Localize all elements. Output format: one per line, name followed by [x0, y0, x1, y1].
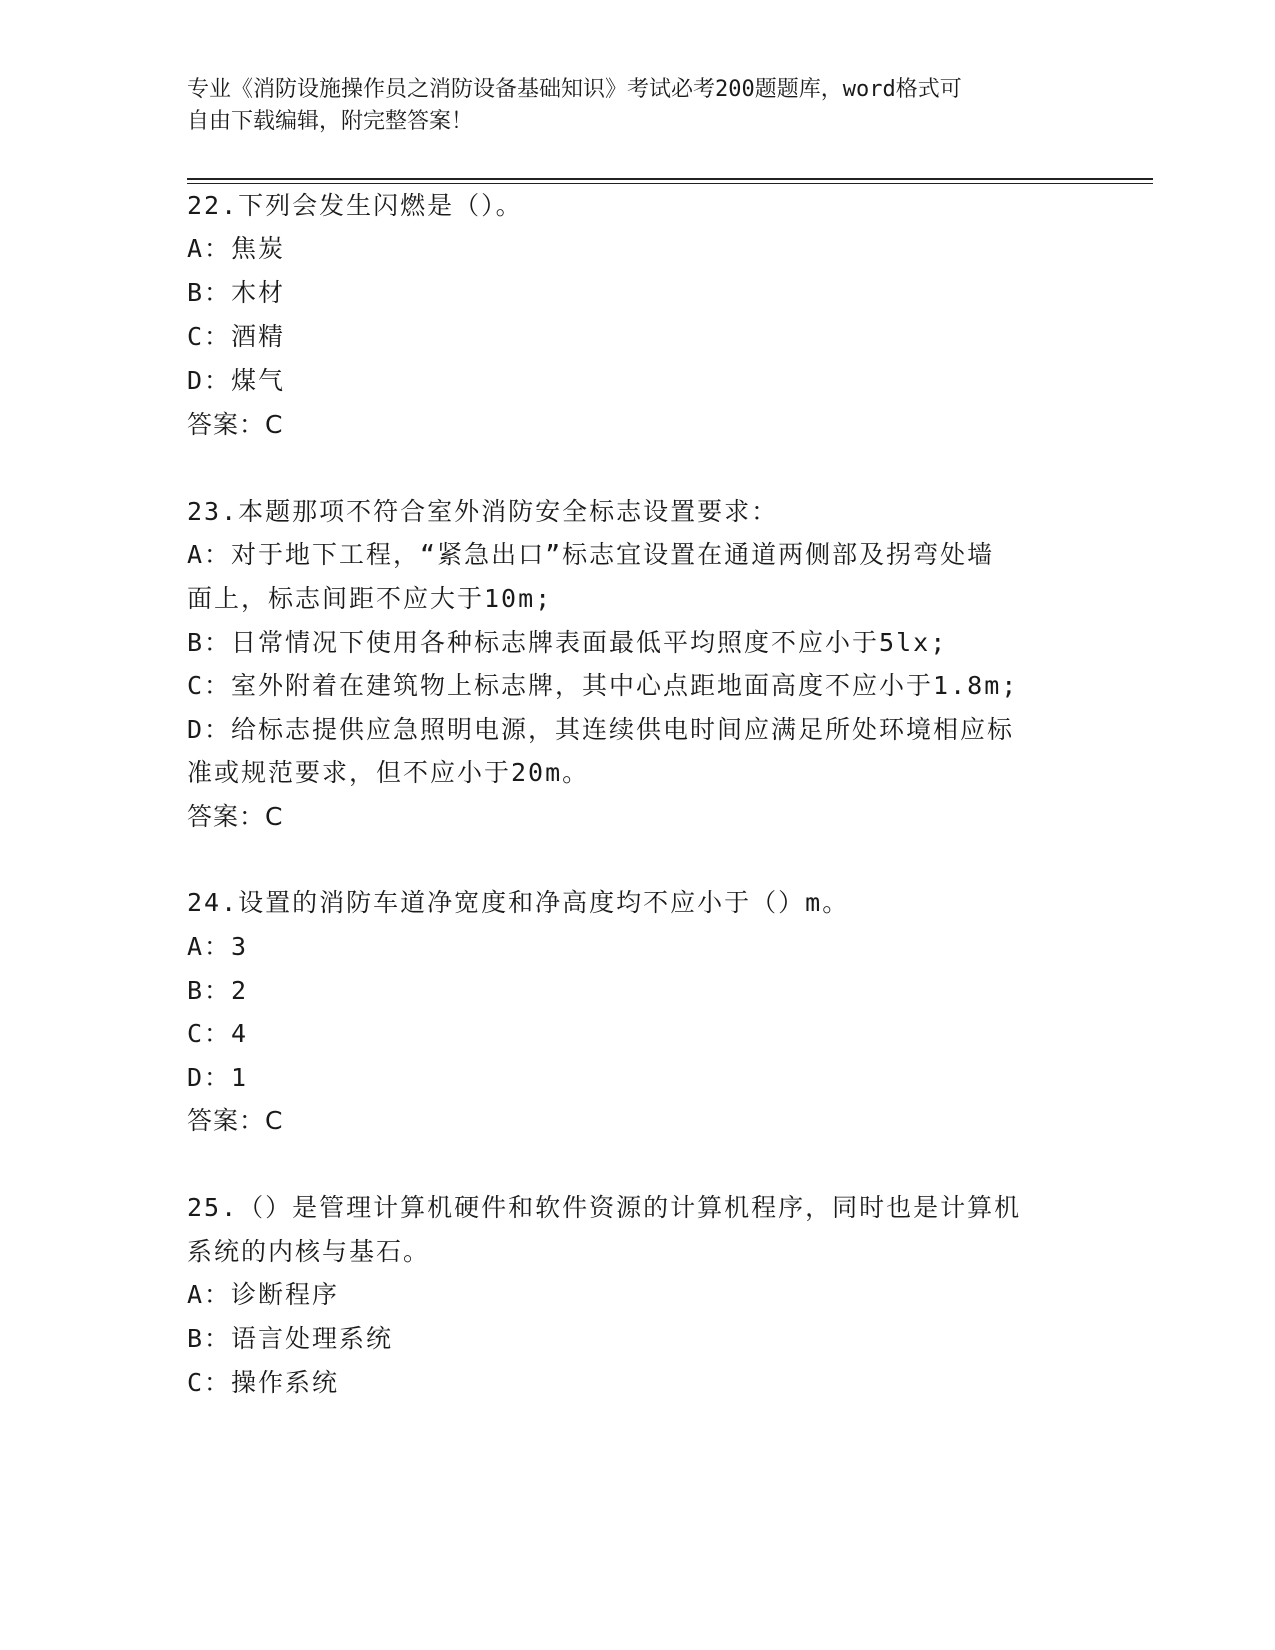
question-24-option-b: B：2: [187, 976, 249, 1005]
question-23-option-b: B：日常情况下使用各种标志牌表面最低平均照度不应小于5lx;: [187, 628, 948, 657]
header-divider-thin: [187, 183, 1153, 184]
question-23-option-d: D：给标志提供应急照明电源，其连续供电时间应满足所处环境相应标: [187, 715, 1015, 744]
question-22-stem: 22.下列会发生闪燃是（）。: [187, 191, 523, 220]
header-divider-thick: [187, 178, 1153, 180]
question-25-option-a: A：诊断程序: [187, 1280, 340, 1309]
question-22-option-a: A：焦炭: [187, 234, 286, 263]
question-23-stem: 23.本题那项不符合室外消防安全标志设置要求：: [187, 497, 779, 526]
question-22-option-d: D：煤气: [187, 366, 286, 395]
question-25-option-c: C：操作系统: [187, 1368, 340, 1397]
question-24-answer: 答案：C: [187, 1106, 284, 1135]
header-line-2: 自由下载编辑，附完整答案！: [187, 109, 474, 134]
question-25-stem: 25.（）是管理计算机硬件和软件资源的计算机程序，同时也是计算机: [187, 1193, 1022, 1222]
question-22-answer: 答案：C: [187, 410, 284, 439]
question-22-option-b: B：木材: [187, 278, 286, 307]
question-22-option-c: C：酒精: [187, 322, 286, 351]
question-23-option-c: C：室外附着在建筑物上标志牌，其中心点距地面高度不应小于1.8m;: [187, 671, 1019, 700]
question-23-answer: 答案：C: [187, 802, 284, 831]
question-24-option-a: A：3: [187, 932, 249, 961]
header-line-1: 专业《消防设施操作员之消防设备基础知识》考试必考200题题库，word格式可: [187, 77, 962, 102]
question-24-stem: 24.设置的消防车道净宽度和净高度均不应小于（）m。: [187, 888, 850, 917]
question-24-option-d: D：1: [187, 1063, 249, 1092]
question-23-option-a: A：对于地下工程，“紧急出口”标志宜设置在通道两侧部及拐弯处墙: [187, 540, 995, 569]
document-header: [187, 74, 1087, 138]
question-23-option-a-cont: 面上，标志间距不应大于10m;: [187, 584, 553, 613]
question-23-option-d-cont: 准或规范要求，但不应小于20m。: [187, 758, 590, 787]
question-25-option-b: B：语言处理系统: [187, 1324, 394, 1353]
question-25-stem-cont: 系统的内核与基石。: [187, 1237, 431, 1266]
question-24-option-c: C：4: [187, 1019, 249, 1048]
